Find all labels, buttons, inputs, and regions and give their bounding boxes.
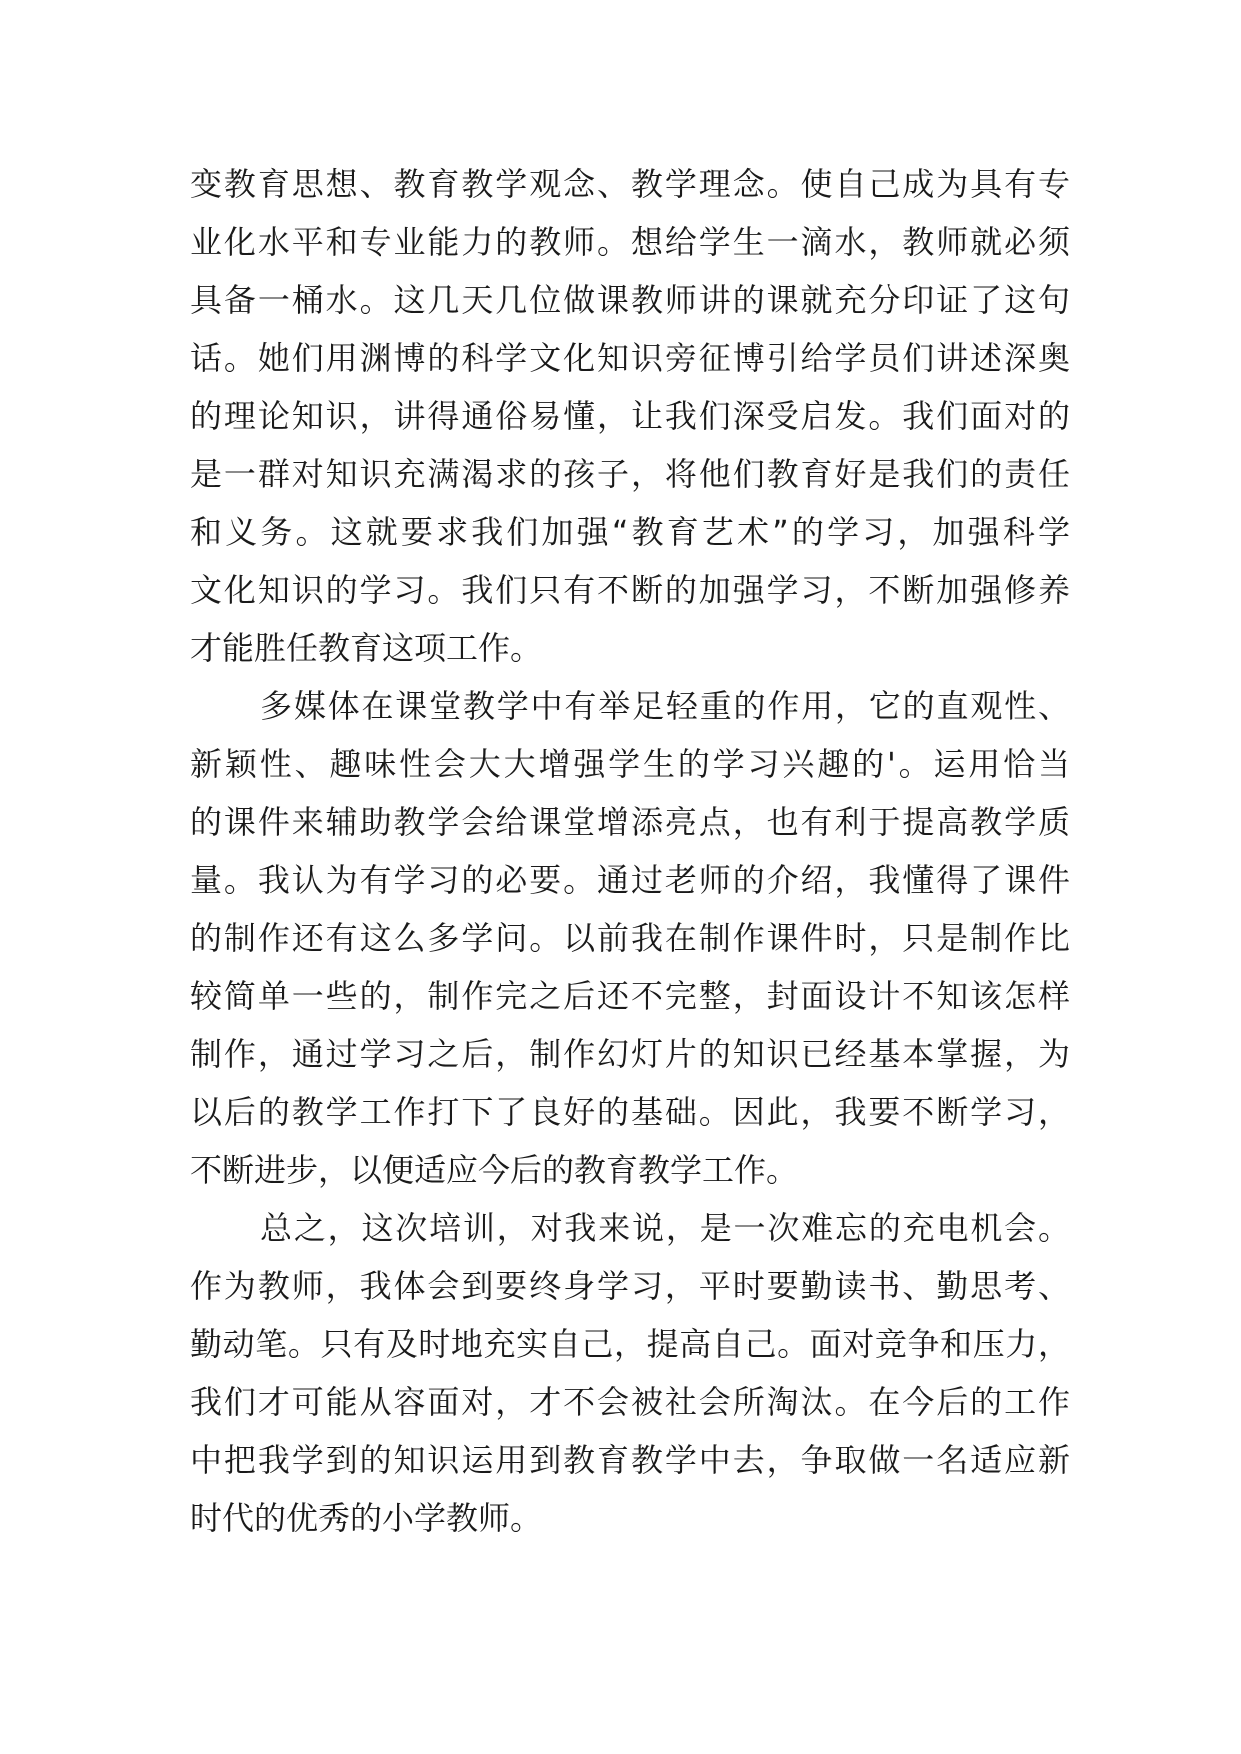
text-line: 才能胜任教育这项工作。	[190, 629, 543, 667]
text-line: 时代的优秀的小学教师。	[190, 1499, 543, 1537]
text-line: 我们才可能从容面对，才不会被社会所淘汰。在今后的工作	[190, 1383, 1070, 1421]
text-line: 话。她们用渊博的科学文化知识旁征博引给学员们讲述深奥	[190, 339, 1070, 377]
text-line: 具备一桶水。这几天几位做课教师讲的课就充分印证了这句	[190, 281, 1070, 319]
text-line: 业化水平和专业能力的教师。想给学生一滴水，教师就必须	[190, 223, 1070, 261]
text-line: 制作，通过学习之后，制作幻灯片的知识已经基本掌握，为	[190, 1035, 1070, 1073]
text-line: 文化知识的学习。我们只有不断的加强学习，不断加强修养	[190, 571, 1070, 609]
text-line: 变教育思想、教育教学观念、教学理念。使自己成为具有专	[190, 165, 1070, 203]
text-line: 是一群对知识充满渴求的孩子，将他们教育好是我们的责任	[190, 455, 1070, 493]
text-line: 的制作还有这么多学问。以前我在制作课件时，只是制作比	[190, 919, 1070, 957]
text-line: 以后的教学工作打下了良好的基础。因此，我要不断学习，	[190, 1093, 1070, 1131]
text-line: 勤动笔。只有及时地充实自己，提高自己。面对竞争和压力，	[190, 1325, 1070, 1363]
text-line: 新颖性、趣味性会大大增强学生的学习兴趣的'。运用恰当	[190, 745, 1070, 783]
text-line: 中把我学到的知识运用到教育教学中去，争取做一名适应新	[190, 1441, 1070, 1479]
paragraph-2	[190, 677, 1070, 1199]
text-line: 量。我认为有学习的必要。通过老师的介绍，我懂得了课件	[190, 861, 1070, 899]
text-line: 的理论知识，讲得通俗易懂，让我们深受启发。我们面对的	[190, 397, 1070, 435]
text-line: 不断进步，以便适应今后的教育教学工作。	[190, 1151, 799, 1189]
text-line: 总之，这次培训，对我来说，是一次难忘的充电机会。	[260, 1209, 1070, 1247]
text-line: 多媒体在课堂教学中有举足轻重的作用，它的直观性、	[260, 687, 1070, 725]
text-line: 作为教师，我体会到要终身学习，平时要勤读书、勤思考、	[190, 1267, 1070, 1305]
paragraph-3	[190, 1199, 1070, 1547]
body-text	[190, 155, 1070, 1547]
text-line: 较简单一些的，制作完之后还不完整，封面设计不知该怎样	[190, 977, 1070, 1015]
text-line: 和义务。这就要求我们加强“教育艺术”的学习，加强科学	[190, 513, 1070, 551]
text-line: 的课件来辅助教学会给课堂增添亮点，也有利于提高教学质	[190, 803, 1070, 841]
paragraph-1	[190, 155, 1070, 677]
